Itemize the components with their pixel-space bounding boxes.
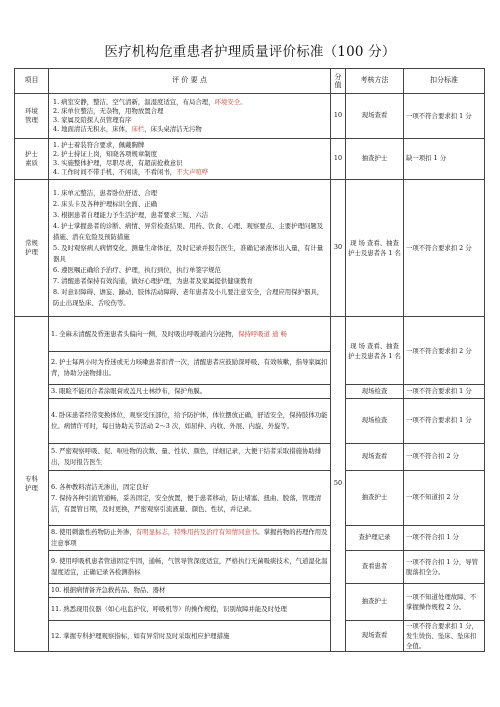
section-score: 10 [331,139,346,180]
row-deduct: 一项不符合扣 1 分 [404,526,485,551]
row-method: 查看患者 [346,551,404,584]
table-cell: 1. 全麻未清醒及昏迷患者头偏向一侧，及时吸出呼吸道内分泌物，保持呼吸道 通 畅 [49,317,331,352]
row-method: 现场检查 [346,399,404,444]
header-deduct: 扣分标准 [404,69,485,94]
row-deduct: 一项不符合扣 1 分，导管脱落扣全分。 [404,551,485,584]
row-method: 抽查护士 [346,584,404,621]
table-cell: 9. 使用呼吸机患者管道固定牢固，通畅，气管导管深度适宜，严格执行无菌吸痰技术，气道湿化温湿度适宜，正确记录各检测指标 [49,551,331,584]
section-name: 护士 素质 [15,139,49,180]
section-method: 抽查护士 [346,139,404,180]
list-item: 2. 床头卡及各种护理标识全面、正确 [53,199,157,208]
table-row [15,584,485,598]
table-cell: 3. 眼睑不能闭合者涂眼膏或盖凡士林纱布，保护角膜。 [49,385,331,399]
row-deduct: 一项不符合要求扣 1 分，发生烫伤、坠床、坠床扣全值。 [404,621,485,652]
table-cell: 10. 根据病情备齐急救药品、物品、器材 [49,584,331,598]
table-row [15,317,485,352]
row-method: 现场查看 [346,621,404,652]
table-row [15,399,485,444]
list-item: 2. 床单位整洁，无杂物，用物放置合理 [53,106,164,115]
section-nurse-quality [15,139,485,180]
document-title: 医疗机构危重患者护理质量评价标准（100 分） [104,44,396,60]
list-item: 4. 地面清洁无积水，床体，床栏，床头桌清洁无污物 [53,125,202,134]
row-method: 抽查护士 [346,471,404,526]
list-item: 1. 病室安静，整洁，空气清新，温湿度适宜，布局合理，环境安全。 [53,97,247,106]
table-cell: 2. 护士每两小时为昏迷或无力咳嗽患者扣背一次，清醒患者应鼓励深呼吸、有效咳嗽，指导家属扣背，协助分泌物排出。 [49,352,331,385]
row-deduct: 一项不知道处理故障、不掌握操作规程 2 分。 [404,584,485,621]
section-name: 专科 护理 [15,317,49,652]
table-cell: 4. 卧床患者经常变换体位，观察受压部位，给予防护体，体位摆放正确，舒适安全，保持肢体功能位。病情许可时，每日协助关节活动 2～3 次，如屈伸、内收、外展、内旋、外旋等。 [49,399,331,444]
section-points [49,139,331,180]
row-method: 现场查看 [346,444,404,471]
section-method: 现 场 查看、抽查护士及患者各 1 名 [346,180,404,317]
list-item: 4. 护士掌握患者的诊断、病情、异常检查结果、用药、饮食、心理、观察要点、主要护理问题及措施、潜在危险及预防措施 [53,221,324,241]
list-item: 1. 护士着装符合要求，佩戴胸牌 [53,140,145,149]
table-row [15,621,485,652]
list-item: 2. 护士持证上岗，知晓各项规章制度 [53,149,158,158]
section-routine-care [15,180,485,317]
header-score: 分 值 [331,69,346,94]
table-row [15,444,485,471]
row-method: 现场检查 [346,385,404,399]
header-method: 考核方法 [346,69,404,94]
table-row [15,551,485,584]
section-score: 30 [331,180,346,317]
list-item: 7. 清醒患者保持有效沟通，做好心理护理，为患者及家属提供健康教育 [53,276,253,285]
section-deduct: 一项不符合要求扣 2 分 [404,180,485,317]
header-points: 评 价 要 点 [49,69,331,94]
section-deduct: 一项不符合要求扣 1 分 [404,94,485,139]
section-method: 现场查看 [346,94,404,139]
row-deduct: 一项不知道扣 2 分 [404,471,485,526]
row-deduct: 一项不符合要求扣 1 分 [404,399,485,444]
section-points [49,94,331,139]
list-item: 5. 及时观察病人病情变化，测量生命体征，及时记录并报告医生，准确记录液体出入量，有计量器具 [53,243,324,263]
list-item: 1. 床单元整洁，患者卧位舒适、合理 [53,188,157,197]
list-item: 3. 家属及陪探人员管理有序 [53,116,132,124]
section-deduct: 缺一项扣 1 分 [404,139,485,180]
section-name: 环境 管理 [15,94,49,139]
table-cell: 6. 各种教料清洁无渗出，固定良好 7. 保持各种引流管通畅，妥善固定，安全放置，便于患者移动，防止堵塞、扭曲、脱落，管理清洁，有置管日期，及时更换，严密观察引流液量、颜色、性状，并记录。 [49,471,331,526]
table-cell: 8. 使用刺激性药物防止外渗，有明显标志，特殊用药及治疗有知情同意书。掌握药物的药理作用及注意事项 [49,526,331,551]
section-score: 10 [331,94,346,139]
table-header-row [15,69,485,94]
row-deduct: 一项不符合扣 2 分 [404,444,485,471]
row-deduct: 一项不符合要求扣 2 分 [404,317,485,385]
table-cell: 11. 熟悉现用仪器（如心电监护仪、呼吸机等）的操作规程，识别故障并能及时处理 [49,598,331,621]
section-score: 50 [331,317,346,652]
section-environment [15,94,485,139]
row-method: 查护理记录 [346,526,404,551]
section-name: 常规 护理 [15,180,49,317]
header-item: 项目 [15,69,49,94]
list-item: 6. 遵医嘱正确给予治疗、护理，执行到位，执行单签字规范 [53,265,221,274]
table-cell: 5. 严密观察呼吸、促、呕吐物的次数、量、性状、颜色，详细记录，大便干结者采取措施协助排出，及时报告医生 [49,444,331,471]
list-item: 4. 工作时间不带手机，不闲谈，不看闲书，不大声喧哗 [53,168,209,177]
evaluation-table [14,68,485,652]
table-row [15,526,485,551]
list-item: 8. 对意识障碍、谵妄、躁动、肢体活动障碍、老年患者及小儿要注意安全，合理应用保护器具，防止出现坠床、舌咬伤等。 [53,287,324,307]
list-item: 3. 根据患者自理能力予生活护理，患者要求三短、六洁 [53,210,209,219]
section-points [49,180,331,317]
list-item: 3. 实施整体护理，尽职尽责，有超前抢救意识 [53,159,183,167]
table-row [15,471,485,526]
row-deduct: 一项不符合要求扣 1 分 [404,385,485,399]
row-method: 现 场 查看、抽查护士及患者各 1 名 [346,317,404,385]
table-cell: 12. 掌握专科护理观察指标，如有异常时及时采取相应护理措施 [49,621,331,652]
table-row [15,385,485,399]
